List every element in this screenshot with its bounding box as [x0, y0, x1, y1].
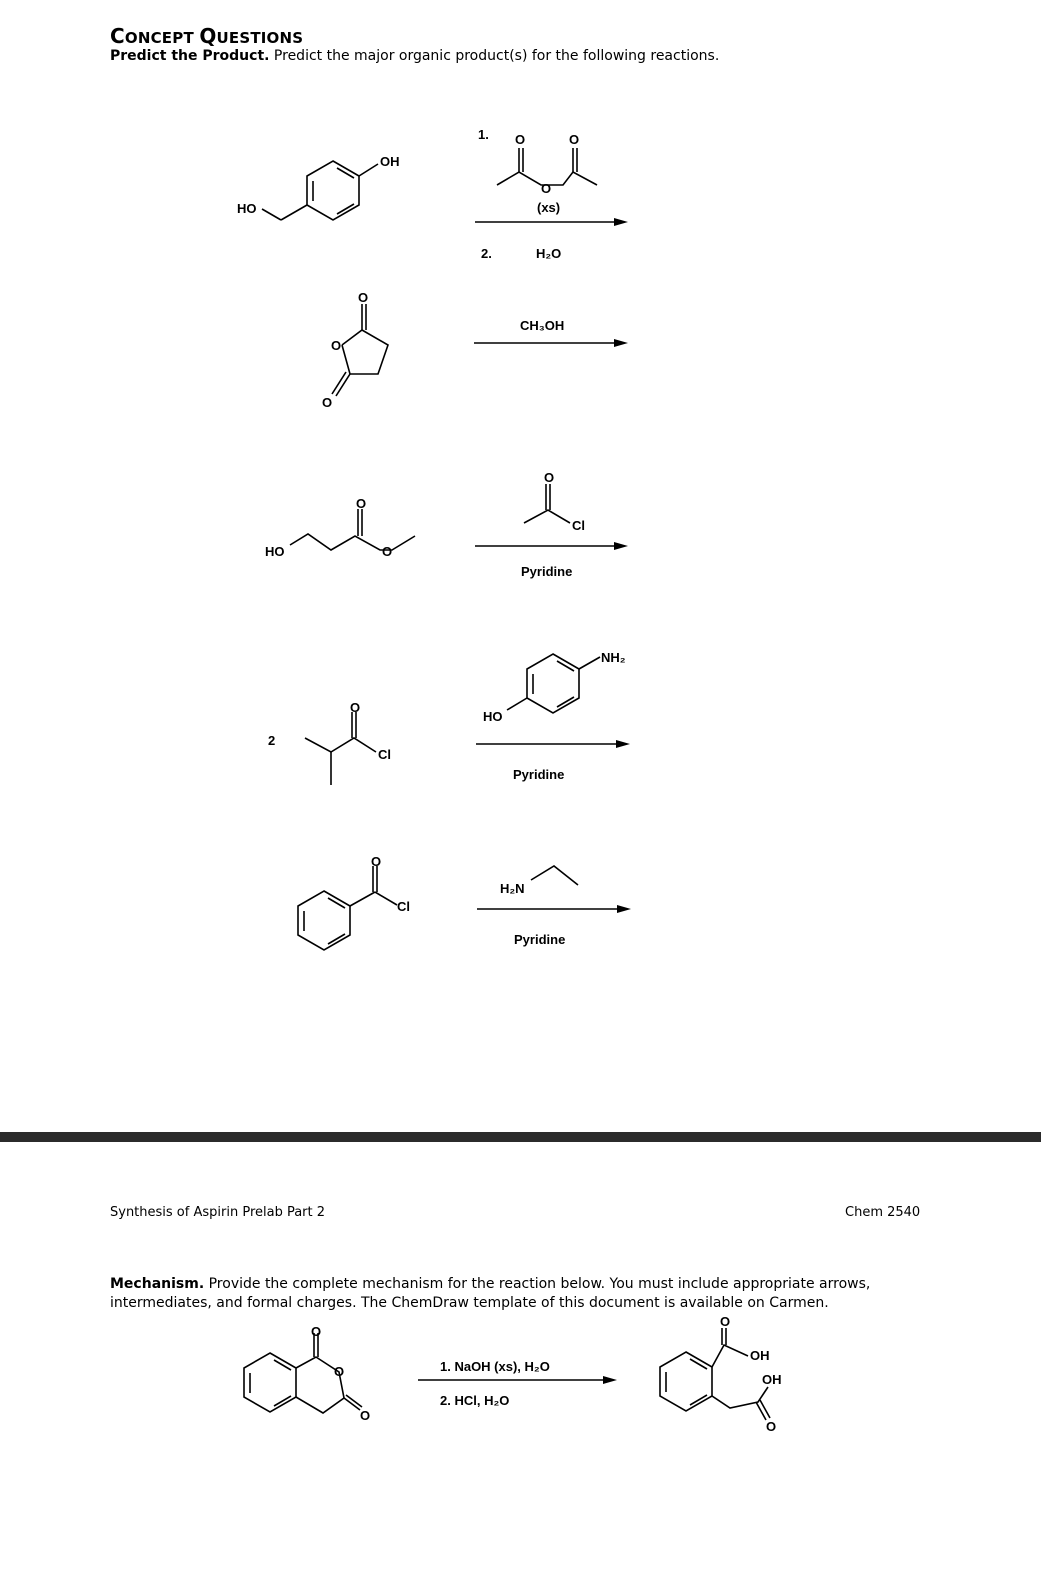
r3-reagent-o: O [544, 470, 555, 485]
r4-coefficient: 2 [268, 733, 276, 748]
mech-prod-oh1: OH [750, 1348, 770, 1363]
mech-step1: 1. NaOH (xs), H₂O [440, 1359, 550, 1374]
intro-bold: Predict the Product. [110, 48, 270, 64]
r1-reagent-o3: O [569, 132, 580, 147]
r2-sub-o3: O [322, 395, 333, 410]
r5-solvent: Pyridine [514, 932, 566, 947]
mechanism-body: Provide the complete mechanism for the reaction below. You must include appropriate arrows, intermediates, and formal charges. The ChemDraw template of this document is available on Carmen. [110, 1276, 871, 1311]
r1-sub-label-0: HO [237, 201, 257, 216]
r5-sub-cl: Cl [397, 899, 410, 914]
intro-body: Predict the major organic product(s) for the following reactions. [269, 48, 720, 64]
mechanism-product [660, 1314, 782, 1434]
r1-step1: 1. [478, 127, 489, 142]
r1-step2: 2. [481, 246, 492, 261]
r4-sub-cl: Cl [378, 747, 391, 762]
mech-prod-oh2: OH [762, 1372, 782, 1387]
r1-reagent-o1: O [515, 132, 526, 147]
r4-reagent-ho: HO [483, 709, 503, 724]
mech-sub-o2: O [334, 1364, 345, 1379]
mech-prod-o2: O [766, 1419, 777, 1434]
r1-step2-reagent: H₂O [536, 246, 562, 261]
r2-sub-o2: O [331, 338, 342, 353]
r5-sub-o: O [371, 854, 382, 869]
r3-sub-ho: HO [265, 544, 285, 559]
r4-solvent: Pyridine [513, 767, 565, 782]
r1-reagent-o2: O [541, 181, 552, 196]
page-title: CONCEPT QUESTIONS [110, 24, 304, 48]
r1-sub-label-1: OH [380, 154, 400, 169]
mech-step2: 2. HCl, H₂O [440, 1393, 510, 1408]
r5-reagent-h2n: H₂N [500, 881, 525, 896]
mech-sub-o1: O [311, 1324, 322, 1339]
r1-excess: (xs) [537, 200, 561, 215]
r3-sub-o-carbonyl: O [356, 496, 367, 511]
r3-solvent: Pyridine [521, 564, 573, 579]
mech-sub-o3: O [360, 1408, 371, 1423]
footer-right: Chem 2540 [845, 1205, 921, 1220]
r2-sub-o1: O [358, 290, 369, 305]
mechanism-substrate [244, 1324, 370, 1423]
footer-left: Synthesis of Aspirin Prelab Part 2 [110, 1205, 326, 1220]
r4-sub-o: O [350, 700, 361, 715]
r3-reagent-cl: Cl [572, 518, 585, 533]
mech-prod-o1: O [720, 1314, 731, 1329]
mechanism-bold: Mechanism. [110, 1276, 205, 1292]
r3-sub-o-ester: O [382, 544, 393, 559]
r4-reagent-nh2: NH₂ [601, 650, 626, 665]
r2-reagent: CH₃OH [520, 318, 565, 333]
